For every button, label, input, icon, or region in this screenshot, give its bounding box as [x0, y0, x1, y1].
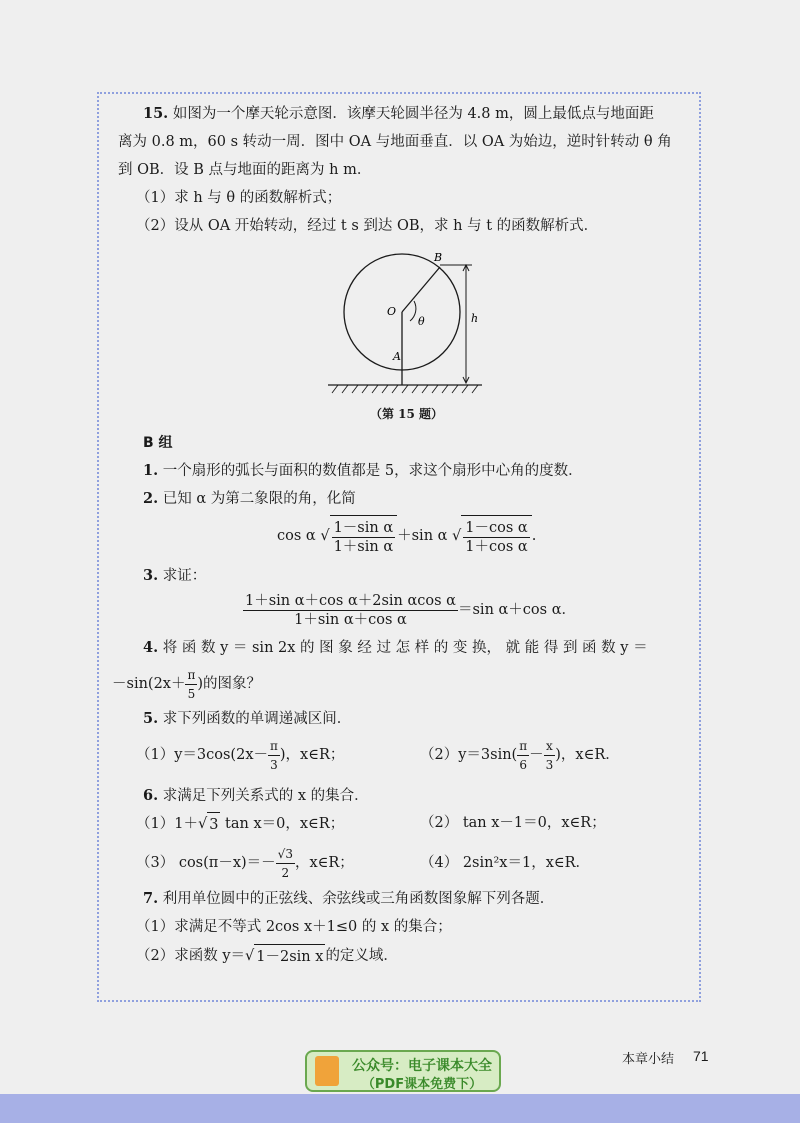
badge-line2: （PDF课本免费下） — [361, 1077, 483, 1092]
sqrt-1: √ $\frac{\text{1－sin α}}{\text{1＋sin α}}$ — [320, 515, 397, 557]
problem-b1: 1. 一个扇形的弧长与面积的数值都是 5，求这个扇形中心角的度数． — [143, 462, 583, 479]
problem-b6-item4: （4） 2sin²x＝1，x∈R． — [420, 855, 591, 871]
badge-line1: 公众号：电子课本大全 — [352, 1058, 492, 1074]
angle-arc — [410, 301, 416, 321]
group-b-title: B 组 — [143, 435, 173, 451]
problem-b4-line1: 4. 将 函 数 y ＝ sin 2x 的 图 象 经 过 怎 样 的 变 换， 就 能 得 到 函 数 y ＝ — [143, 639, 648, 656]
problem-b7-item1: （1）求满足不等式 2cos x＋1≤0 的 x 的集合； — [136, 919, 452, 935]
problem-b6: 6. 求满足下列关系式的 x 的集合． — [143, 787, 369, 804]
book-icon — [315, 1056, 339, 1086]
label-theta: θ — [418, 315, 425, 328]
formula-b2: cos α √ $\frac{\text{1－sin α}}{\text{1＋sin α}}$ ＋sin α √ $\frac{\text{1－cos α}}{\text{1＋cos α}}$ . — [277, 515, 536, 557]
problem-15-line2: 离为 0.8 m，60 s 转动一周．图中 OA 与地面垂直．以 OA 为始边，逆时针转动 θ 角 — [118, 134, 672, 150]
problem-b6-item2: （2） tan x－1＝0，x∈R； — [420, 815, 606, 831]
watermark-badge — [305, 1050, 501, 1092]
label-h: h — [471, 312, 479, 325]
problem-b3: 3. 求证： — [143, 567, 207, 584]
problem-b6-item3: （3） cos(π－x)＝－ $\frac{√3}{2}$ ，x∈R； — [136, 846, 354, 880]
label-o: O — [387, 305, 397, 318]
problem-15-line3: 到 OB．设 B 点与地面的距离为 h m． — [118, 162, 372, 178]
label-a: A — [393, 350, 401, 363]
problem-b4-line2: －sin(2x＋ $\frac{\pi}{5}$ )的图象？ — [112, 667, 262, 701]
problem-b5: 5. 求下列函数的单调递减区间． — [143, 710, 352, 727]
label-b: B — [434, 251, 443, 264]
page-number: 71 — [693, 1048, 709, 1064]
radius-ob — [402, 267, 440, 312]
ground-hatching — [332, 385, 478, 393]
formula-b3: $\frac{\text{1＋sin α＋cos α＋2sin αcos α}}{\text{1＋sin α＋cos α}}$ ＝sin α＋cos α． — [245, 592, 576, 628]
problem-15-q1: （1）求 h 与 θ 的函数解析式； — [136, 190, 342, 206]
problem-15-q2: （2）设从 OA 开始转动，经过 t s 到达 OB，求 h 与 t 的函数解析式． — [136, 218, 599, 234]
problem-b7: 7. 利用单位圆中的正弦线、余弦线或三角函数图象解下列各题． — [143, 890, 555, 907]
footer-section-title: 本章小结 — [622, 1051, 675, 1066]
sqrt-2: √ $\frac{\text{1－cos α}}{\text{1＋cos α}}$ — [452, 515, 532, 557]
problem-b5-item1: （1）y＝3cos(2x－ $\frac{\pi}{3}$ )，x∈R； — [136, 738, 345, 772]
footer-bar — [0, 1094, 800, 1123]
problem-b6-item1: （1）1＋√ 3 tan x＝0，x∈R； — [136, 812, 344, 836]
problem-b5-item2: （2）y＝3sin( $\frac{\pi}{6}$ － $\frac{x}{3}$ )，x∈R． — [420, 738, 620, 772]
problem-b2: 2. 已知 α 为第二象限的角，化简 — [143, 490, 356, 507]
problem-15-line1: 15. 如图为一个摩天轮示意图．该摩天轮圆半径为 4.8 m，圆上最低点与地面距 — [143, 105, 654, 122]
figure-caption: （第 15 题） — [370, 407, 444, 421]
ferris-wheel-figure — [320, 245, 490, 400]
problem-b7-item2: （2）求函数 y＝√ 1－2sin x 的定义域． — [136, 944, 398, 968]
